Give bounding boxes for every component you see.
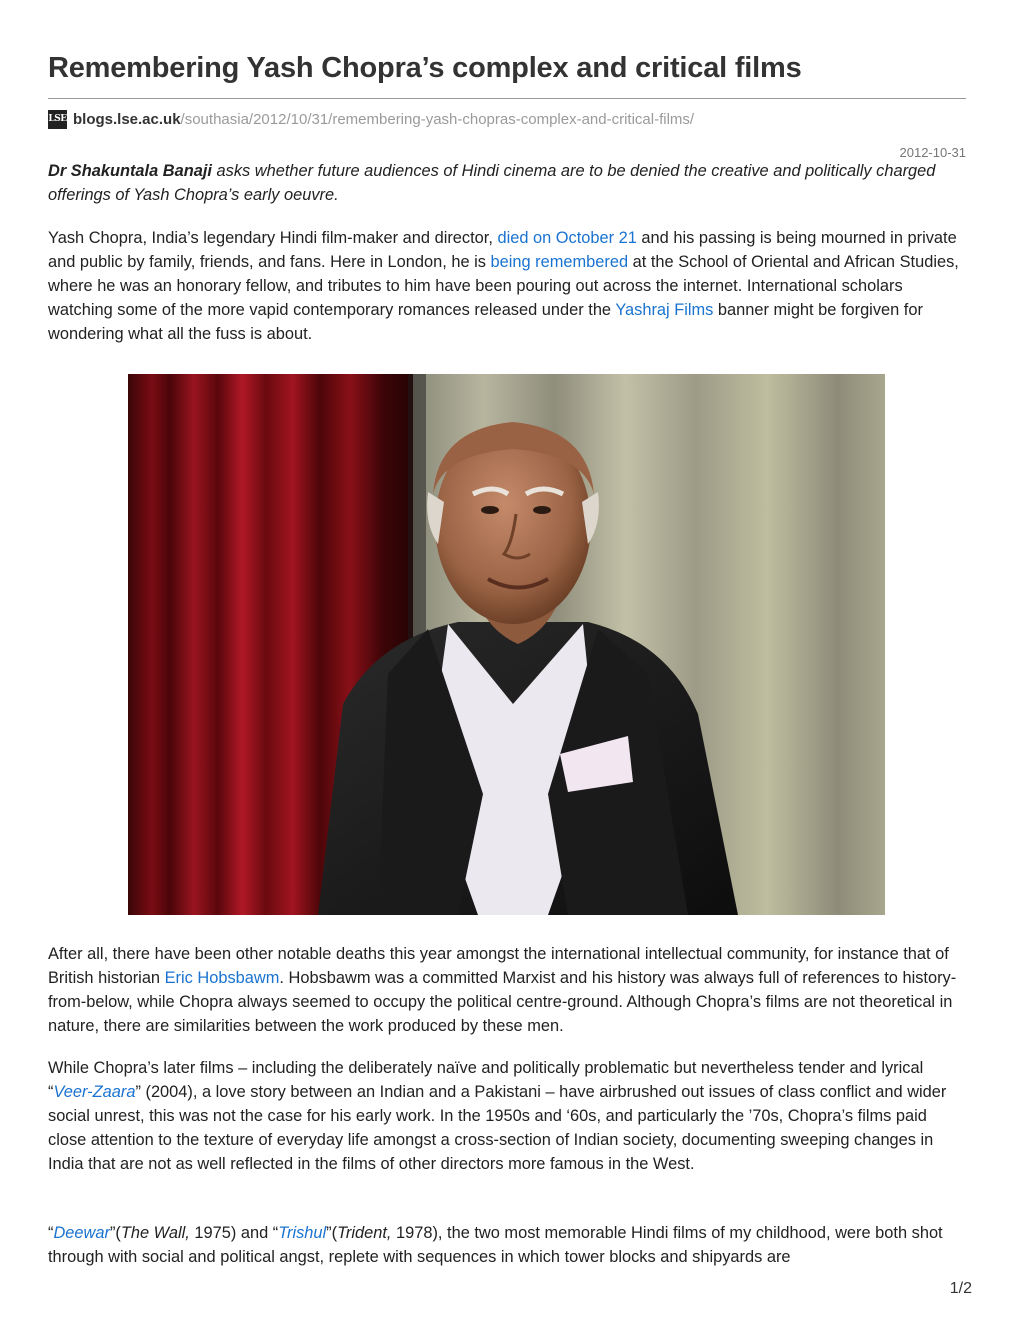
page-number: 1/2 (949, 1280, 972, 1297)
source-line (48, 108, 694, 130)
link-died-on-october-21[interactable]: died on October 21 (497, 229, 637, 247)
title-emphasis: Trident, (337, 1224, 392, 1242)
text: 1978), the two most memorable Hindi films of my childhood, were both shot through with social and political angst, replete with sequences in which tower blocks and shipyards are (48, 1224, 943, 1266)
lede-author: Dr Shakuntala Banaji (48, 162, 212, 180)
paragraph-4 (48, 1221, 966, 1269)
text: Yash Chopra, India’s legendary Hindi film-maker and director, (48, 229, 498, 247)
paragraph-2 (48, 942, 966, 1038)
text: 1975) and “ (189, 1224, 279, 1242)
portrait-image (128, 374, 885, 915)
link-deewar[interactable]: Deewar (53, 1224, 110, 1242)
text: banner might be forgiven for wondering what all the fuss is about. (48, 301, 923, 343)
link-eric-hobsbawm[interactable]: Eric Hobsbawm (164, 969, 280, 987)
link-being-remembered[interactable]: being remembered (490, 253, 629, 271)
link-yashraj-films[interactable]: Yashraj Films (615, 301, 714, 319)
lede-text: asks whether future audiences of Hindi cinema are to be denied the creative and politically charged offerings of Yash Chopra’s early oeuvre. (48, 162, 936, 204)
article-date: 2012-10-31 (899, 145, 966, 160)
title-emphasis: The Wall, (120, 1224, 190, 1242)
title-divider (48, 98, 966, 99)
article-title: Remembering Yash Chopra’s complex and critical films (48, 52, 802, 84)
text: “ (48, 1224, 54, 1242)
source-domain: blogs.lse.ac.uk (73, 110, 181, 128)
text: ”( (109, 1224, 121, 1242)
text: ”( (326, 1224, 338, 1242)
paragraph-1 (48, 226, 966, 346)
lse-logo-icon: LSE (48, 110, 67, 129)
link-trishul[interactable]: Trishul (278, 1224, 327, 1242)
text: After all, there have been other notable deaths this year amongst the international intellectual community, for instance that of British historian (48, 945, 949, 987)
text: While Chopra’s later films – including the deliberately naïve and politically problematic but nevertheless tender and lyrical “ (48, 1059, 924, 1101)
link-veer-zaara[interactable]: Veer-Zaara (53, 1083, 136, 1101)
source-path: /southasia/2012/10/31/remembering-yash-chopras-complex-and-critical-films/ (180, 110, 695, 128)
article-lede (48, 159, 966, 207)
article-photo (128, 374, 885, 915)
text: ” (2004), a love story between an Indian and a Pakistani – have airbrushed out issues of class conflict and wider social unrest, this was not the case for his early work. In the 1950s and ‘60s, and particularly the ’70s, Chopra’s films paid close attention to the texture of everyday life amongst a cross-section of Indian society, documenting sweeping changes in India that are not as well reflected in the films of other directors more famous in the West. (48, 1083, 947, 1173)
text: . Hobsbawm was a committed Marxist and his history was always full of references to history-from-below, while Chopra always seemed to occupy the political centre-ground. Although Chopra’s films are not theoretical in nature, there are similarities between the work produced by these men. (48, 969, 957, 1035)
text: and his passing is being mourned in private and public by family, friends, and fans. Here in London, he is (48, 229, 957, 271)
text: at the School of Oriental and African Studies, where he was an honorary fellow, and tributes to him have been pouring out across the internet. International scholars watching some of the more vapid contemporary romances released under the (48, 253, 959, 319)
paragraph-3 (48, 1056, 966, 1176)
